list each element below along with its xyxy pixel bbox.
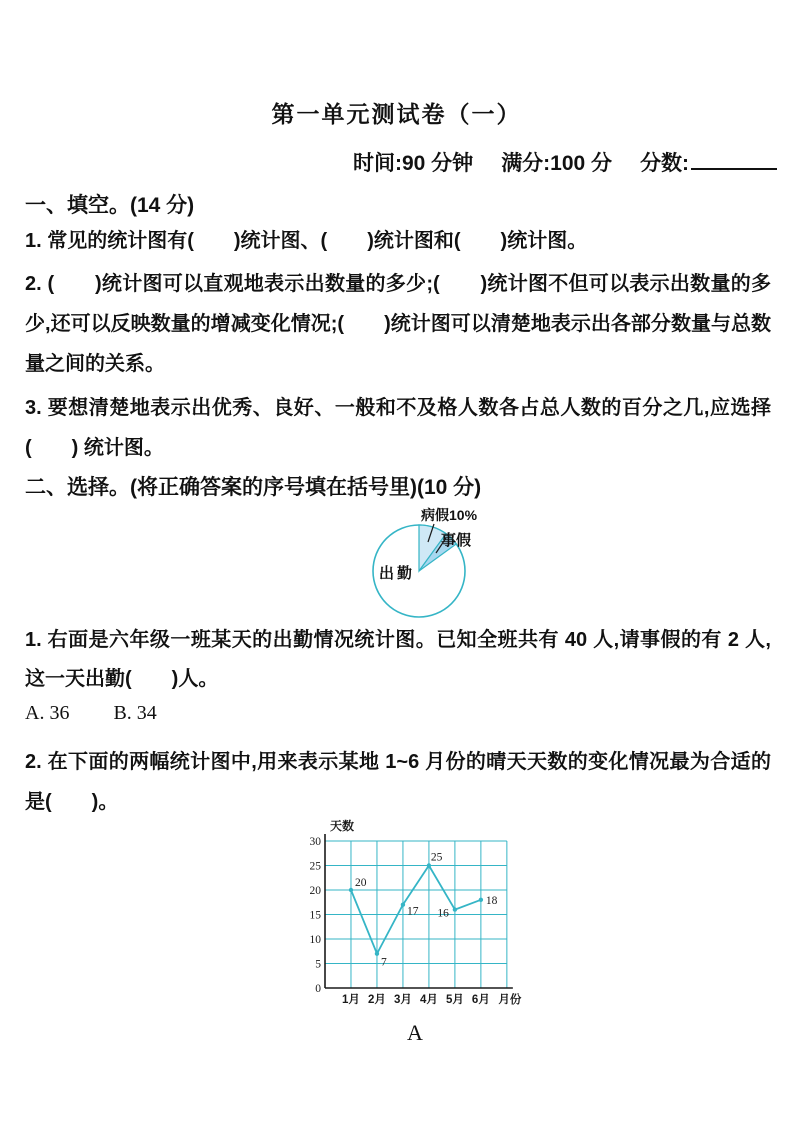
y-axis-title: 天数 bbox=[330, 819, 355, 833]
y-tick-label: 15 bbox=[309, 909, 321, 922]
choice-q1-options bbox=[25, 702, 157, 725]
section-fill-heading: 一、填空。(14 分) bbox=[25, 194, 195, 217]
attendance-pie-chart bbox=[333, 503, 559, 625]
score-blank-line bbox=[691, 153, 777, 170]
score-label: 分数: bbox=[640, 152, 690, 175]
exam-time-label: 时间:90 分钟 bbox=[353, 152, 474, 175]
y-tick-label: 10 bbox=[309, 934, 321, 946]
section-choice-heading: 二、选择。(将正确答案的序号填在括号里)(10 分) bbox=[25, 476, 482, 499]
score-field bbox=[640, 147, 777, 177]
choice-q1-option-a: A. 36 bbox=[25, 702, 70, 724]
chart-option-label: A bbox=[407, 1020, 423, 1045]
data-point bbox=[427, 863, 431, 867]
data-point-label: 18 bbox=[485, 894, 498, 907]
choice-q1-option-b: B. 34 bbox=[113, 702, 157, 724]
y-tick-label: 20 bbox=[309, 885, 321, 897]
exam-fullscore-label: 满分:100 分 bbox=[501, 152, 613, 175]
x-tick-label: 5月 bbox=[445, 994, 464, 1006]
data-point bbox=[375, 952, 379, 956]
x-tick-label: 3月 bbox=[393, 994, 412, 1006]
data-point bbox=[479, 898, 483, 902]
data-point-label: 17 bbox=[406, 905, 419, 918]
fill-question-3: 3. 要想清楚地表示出优秀、良好、一般和不及格人数各占总人数的百分之几,应选择( ) 统计图。 bbox=[25, 397, 771, 459]
pie-label-attendance: 出勤 bbox=[379, 565, 416, 582]
data-point-label: 7 bbox=[380, 956, 387, 969]
data-point bbox=[349, 888, 353, 892]
data-point bbox=[401, 903, 405, 907]
y-tick-label: 5 bbox=[315, 958, 321, 971]
y-tick-label: 30 bbox=[309, 836, 321, 848]
x-tick-label: 6月 bbox=[471, 994, 490, 1006]
fill-question-2: 2. ( )统计图可以直观地表示出数量的多少;( )统计图不但可以表示出数量的多少,还可以反映数量的增减变化情况;( )统计图可以清楚地表示出各部分数量与总数量之间的关系。 bbox=[25, 273, 771, 375]
choice-question-2: 2. 在下面的两幅统计图中,用来表示某地 1~6 月份的晴天天数的变化情况最为合适的是( )。 bbox=[25, 751, 771, 813]
choice-question-1: 1. 右面是六年级一班某天的出勤情况统计图。已知全班共有 40 人,请事假的有 2 人,这一天出勤( )人。 bbox=[25, 629, 771, 690]
y-tick-label: 25 bbox=[309, 860, 321, 873]
sunny-days-line-chart bbox=[300, 818, 550, 1016]
data-point-label: 20 bbox=[354, 877, 367, 889]
x-tick-label: 4月 bbox=[419, 994, 438, 1006]
x-tick-label: 1月 bbox=[342, 994, 360, 1006]
page-title: 第一单元测试卷（一） bbox=[271, 102, 522, 127]
exam-meta bbox=[353, 147, 777, 177]
pie-label-personal-leave: 事假 bbox=[441, 532, 472, 549]
x-tick-label: 2月 bbox=[368, 994, 386, 1006]
data-point-label: 16 bbox=[437, 907, 449, 920]
data-point-label: 25 bbox=[430, 851, 443, 864]
x-axis-title: 月份 bbox=[498, 994, 522, 1006]
pie-label-sick-leave: 病假10% bbox=[421, 507, 478, 523]
line-chart-canvas bbox=[300, 818, 550, 1016]
data-point bbox=[453, 907, 457, 911]
y-tick-label: 0 bbox=[315, 983, 321, 995]
fill-question-1: 1. 常见的统计图有( )统计图、( )统计图和( )统计图。 bbox=[25, 230, 588, 252]
